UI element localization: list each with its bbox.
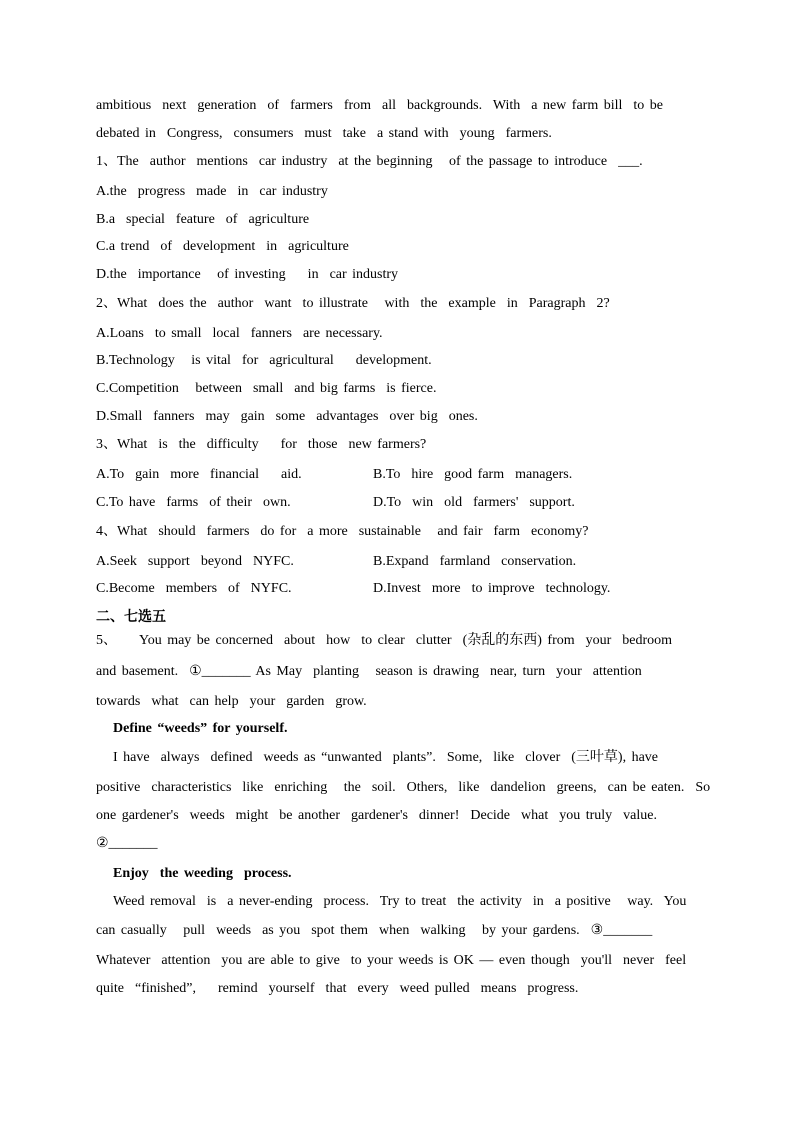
question-3-option-a: A.To gain more financial aid.	[96, 467, 302, 482]
passage-line: one gardener's weeds might be another gardener's dinner! Decide what you truly value.	[96, 808, 657, 823]
subheading: Define “weeds” for yourself.	[113, 721, 288, 736]
passage-line: can casually pull weeds as you spot them when walking by your gardens. ③_______	[96, 923, 653, 938]
subheading: Enjoy the weeding process.	[113, 866, 292, 881]
question-3-option-d: D.To win old farmers' support.	[373, 495, 575, 510]
question-1-option-b: B.a special feature of agriculture	[96, 212, 310, 227]
passage-line: positive characteristics like enriching the soil. Others, like dandelion greens, can be eaten. So	[96, 780, 711, 795]
question-3-option-c: C.To have farms of their own.	[96, 495, 291, 510]
question-1-stem: 1、The author mentions car industry at the beginning of the passage to introduce ___.	[96, 154, 643, 169]
passage-line: and basement. ①_______ As May planting season is drawing near, turn your attention	[96, 664, 642, 679]
passage-line: Weed removal is a never-ending process. Try to treat the activity in a positive way. You	[113, 894, 687, 909]
question-4-option-d: D.Invest more to improve technology.	[373, 581, 611, 596]
question-5-intro: 5、 You may be concerned about how to clear clutter (杂乱的东西) from your bedroom	[96, 633, 673, 648]
question-4-option-a: A.Seek support beyond NYFC.	[96, 554, 294, 569]
question-2-option-c: C.Competition between small and big farms is fierce.	[96, 381, 437, 396]
question-4-stem: 4、What should farmers do for a more sustainable and fair farm economy?	[96, 524, 589, 539]
question-3-option-b: B.To hire good farm managers.	[373, 467, 573, 482]
question-1-option-a: A.the progress made in car industry	[96, 184, 328, 199]
question-2-option-a: A.Loans to small local fanners are necessary.	[96, 326, 383, 341]
question-2-stem: 2、What does the author want to illustrate with the example in Paragraph 2?	[96, 296, 610, 311]
question-3-stem: 3、What is the difficulty for those new farmers?	[96, 437, 427, 452]
question-1-option-c: C.a trend of development in agriculture	[96, 239, 349, 254]
question-4-option-c: C.Become members of NYFC.	[96, 581, 292, 596]
question-4-option-b: B.Expand farmland conservation.	[373, 554, 577, 569]
answer-blank-2: ②_______	[96, 836, 158, 851]
passage-line: debated in Congress, consumers must take a stand with young farmers.	[96, 126, 552, 141]
passage-line: quite “finished”, remind yourself that every weed pulled means progress.	[96, 981, 579, 996]
passage-line: Whatever attention you are able to give to your weeds is OK — even though you'll never feel	[96, 953, 687, 968]
question-1-option-d: D.the importance of investing in car industry	[96, 267, 399, 282]
passage-line: ambitious next generation of farmers from all backgrounds. With a new farm bill to be	[96, 98, 663, 113]
passage-line: towards what can help your garden grow.	[96, 694, 367, 709]
question-2-option-d: D.Small fanners may gain some advantages over big ones.	[96, 409, 478, 424]
question-2-option-b: B.Technology is vital for agricultural development.	[96, 353, 432, 368]
section-heading: 二、七选五	[96, 609, 166, 625]
passage-line: I have always defined weeds as “unwanted plants”. Some, like clover (三叶草), have	[113, 750, 659, 765]
